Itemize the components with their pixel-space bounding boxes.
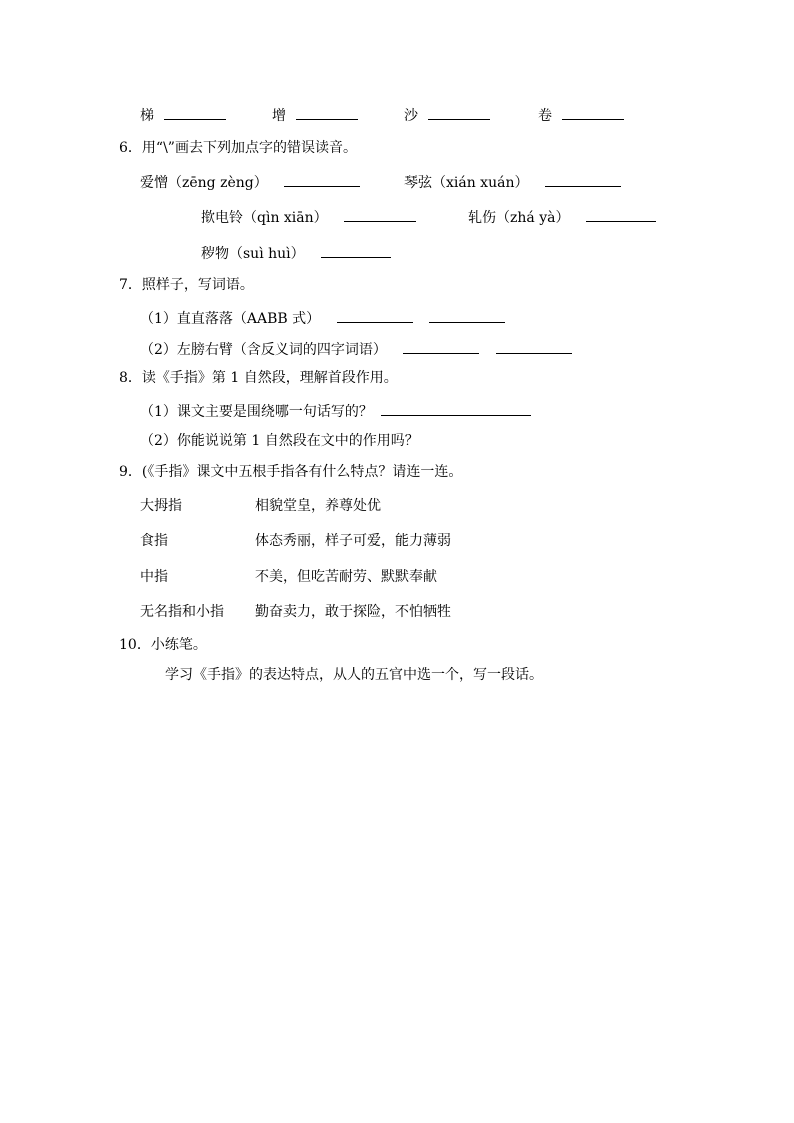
finger-name[interactable]: 食指: [140, 533, 168, 549]
q5-char: 梯: [140, 108, 154, 124]
answer-blank[interactable]: [321, 243, 391, 258]
answer-blank[interactable]: [586, 207, 656, 222]
q6-item-1: [140, 172, 360, 192]
q5-item-2: [272, 105, 358, 125]
q10-title: 10．小练笔。: [119, 637, 207, 653]
answer-blank[interactable]: [284, 172, 360, 187]
pinyin-word: 爱憎（zēng zèng）: [140, 175, 268, 191]
q7-title: 7．照样子，写词语。: [119, 277, 254, 293]
q6-item-3: [201, 207, 416, 227]
finger-trait[interactable]: 勤奋卖力，敢于探险，不怕牺牲: [255, 604, 451, 620]
finger-trait[interactable]: 体态秀丽，样子可爱，能力薄弱: [255, 533, 451, 549]
finger-name[interactable]: 大拇指: [140, 498, 182, 514]
answer-blank[interactable]: [344, 207, 416, 222]
q7-prompt: （1）直直落落（AABB 式）: [140, 311, 321, 327]
answer-blank[interactable]: [496, 339, 572, 354]
q9-title: 9．(《手指》课文中五根手指各有什么特点？请连一连。: [119, 464, 463, 480]
finger-trait[interactable]: 不美，但吃苦耐劳、默默奉献: [255, 569, 437, 585]
q6-item-2: [404, 172, 621, 192]
q5-item-4: [538, 105, 624, 125]
answer-blank[interactable]: [428, 105, 490, 120]
finger-trait[interactable]: 相貌堂皇，养尊处优: [255, 498, 381, 514]
q5-item-1: [140, 105, 226, 125]
answer-blank[interactable]: [164, 105, 226, 120]
pinyin-word: 揿电铃（qìn xiān）: [201, 210, 328, 226]
q6-title: 6．用“\”画去下列加点字的错误读音。: [119, 140, 357, 156]
finger-name[interactable]: 无名指和小指: [140, 604, 224, 620]
answer-blank[interactable]: [381, 401, 531, 416]
q7-item-2: [140, 339, 572, 359]
pinyin-word: 琴弦（xián xuán）: [404, 175, 529, 191]
q5-char: 沙: [404, 108, 418, 124]
q7-prompt: （2）左膀右臂（含反义词的四字词语）: [140, 342, 387, 358]
answer-blank[interactable]: [337, 308, 413, 323]
answer-blank[interactable]: [429, 308, 505, 323]
q5-char: 增: [272, 108, 286, 124]
pinyin-word: 轧伤（zhá yà）: [468, 210, 570, 226]
finger-name[interactable]: 中指: [140, 569, 168, 585]
q6-item-4: [468, 207, 656, 227]
q6-item-5: [201, 243, 391, 263]
answer-blank[interactable]: [403, 339, 479, 354]
q5-item-3: [404, 105, 490, 125]
answer-blank[interactable]: [545, 172, 621, 187]
q8-item-2: （2）你能说说第 1 自然段在文中的作用吗？: [140, 433, 419, 449]
q8-item-1: [140, 401, 531, 421]
q7-item-1: [140, 308, 505, 328]
answer-blank[interactable]: [562, 105, 624, 120]
q10-instruction: 学习《手指》的表达特点，从人的五官中选一个，写一段话。: [165, 667, 543, 683]
q5-char: 卷: [538, 108, 552, 124]
answer-blank[interactable]: [296, 105, 358, 120]
q8-title: 8．读《手指》第 1 自然段，理解首段作用。: [119, 370, 398, 386]
pinyin-word: 秽物（suì huì）: [201, 246, 305, 262]
q8-prompt: （1）课文主要是围绕哪一句话写的？: [140, 404, 373, 420]
